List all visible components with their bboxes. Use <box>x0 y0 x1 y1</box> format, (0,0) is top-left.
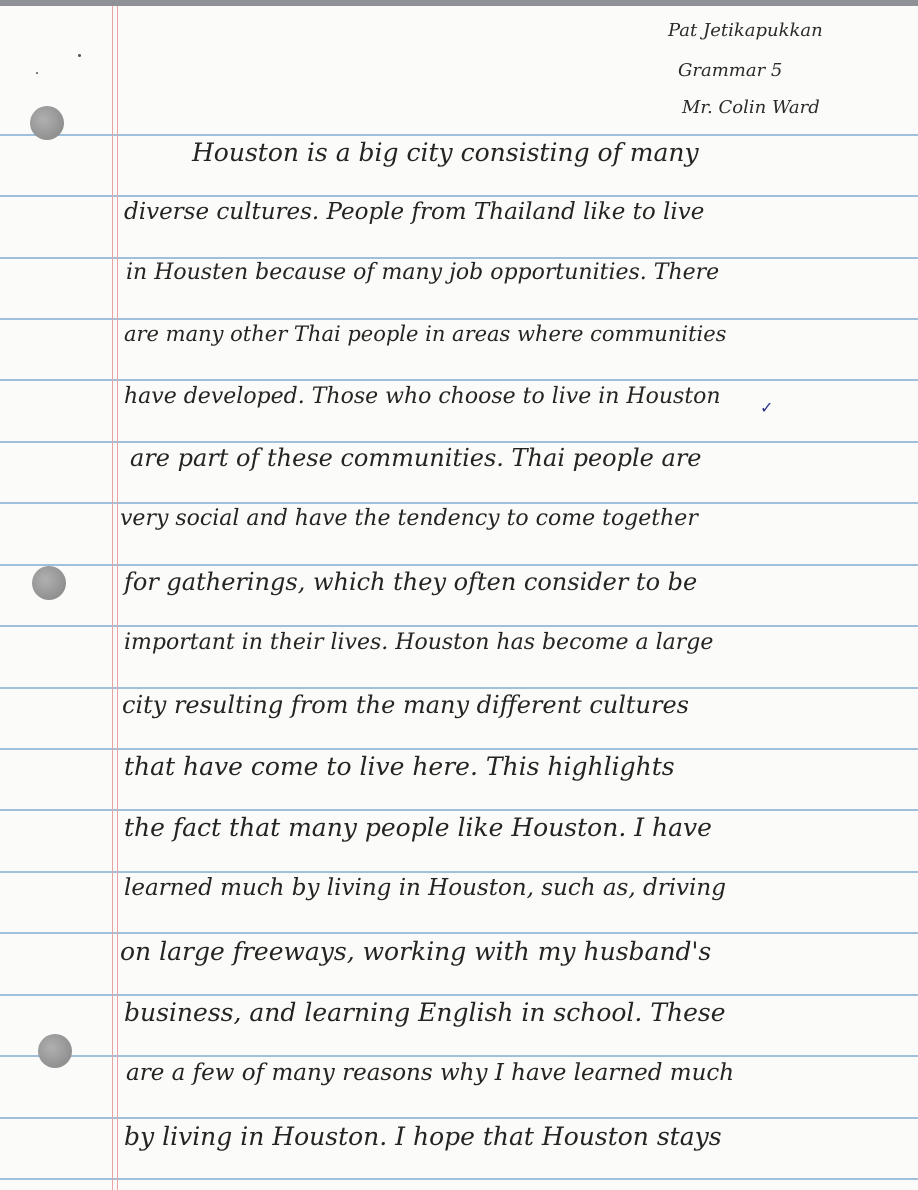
margin-line <box>117 6 118 1190</box>
paper-speck <box>36 72 38 74</box>
ruled-line <box>0 257 918 259</box>
essay-line: are many other Thai people in areas where communities <box>124 322 727 346</box>
essay-line: have developed. Those who choose to live in Houston <box>124 384 721 409</box>
punch-hole <box>38 1034 72 1068</box>
essay-line: are part of these communities. Thai people are <box>130 444 702 472</box>
essay-line: city resulting from the many different cultures <box>122 691 689 719</box>
ruled-line <box>0 1117 918 1119</box>
ruled-line <box>0 195 918 197</box>
course-name: Grammar 5 <box>678 60 783 81</box>
essay-line: very social and have the tendency to come together <box>120 506 698 531</box>
essay-line: by living in Houston. I hope that Houston stays <box>124 1122 722 1151</box>
ruled-line <box>0 1055 918 1057</box>
ruled-line <box>0 379 918 381</box>
essay-line: are a few of many reasons why I have learned much <box>126 1060 735 1086</box>
essay-line: learned much by living in Houston, such as, driving <box>124 875 726 901</box>
teacher-correction-mark: ✓ <box>760 398 774 417</box>
student-name: Pat Jetikapukkan <box>668 20 823 41</box>
ruled-line <box>0 748 918 750</box>
ruled-line <box>0 134 918 136</box>
punch-hole <box>30 106 64 140</box>
ruled-line <box>0 564 918 566</box>
ruled-line <box>0 625 918 627</box>
essay-line: diverse cultures. People from Thailand like to live <box>124 199 705 225</box>
page-top-edge <box>0 0 918 6</box>
ruled-line <box>0 441 918 443</box>
ruled-line <box>0 318 918 320</box>
ruled-line <box>0 932 918 934</box>
essay-line: business, and learning English in school. These <box>124 998 726 1027</box>
punch-hole <box>32 566 66 600</box>
teacher-name: Mr. Colin Ward <box>682 97 820 118</box>
essay-line: on large freeways, working with my husband's <box>120 937 712 966</box>
essay-line: in Housten because of many job opportunities. There <box>126 260 720 285</box>
essay-line: for gatherings, which they often consider to be <box>124 568 698 596</box>
essay-line: Houston is a big city consisting of many <box>192 138 699 167</box>
essay-line: the fact that many people like Houston. I have <box>124 813 712 842</box>
essay-line: important in their lives. Houston has become a large <box>124 630 714 655</box>
ruled-line <box>0 502 918 504</box>
essay-line: that have come to live here. This highlights <box>124 752 675 781</box>
ruled-line <box>0 809 918 811</box>
ruled-line <box>0 871 918 873</box>
ruled-line <box>0 994 918 996</box>
paper-speck <box>78 54 81 57</box>
ruled-line <box>0 687 918 689</box>
ruled-line <box>0 1178 918 1180</box>
margin-line <box>112 6 113 1190</box>
